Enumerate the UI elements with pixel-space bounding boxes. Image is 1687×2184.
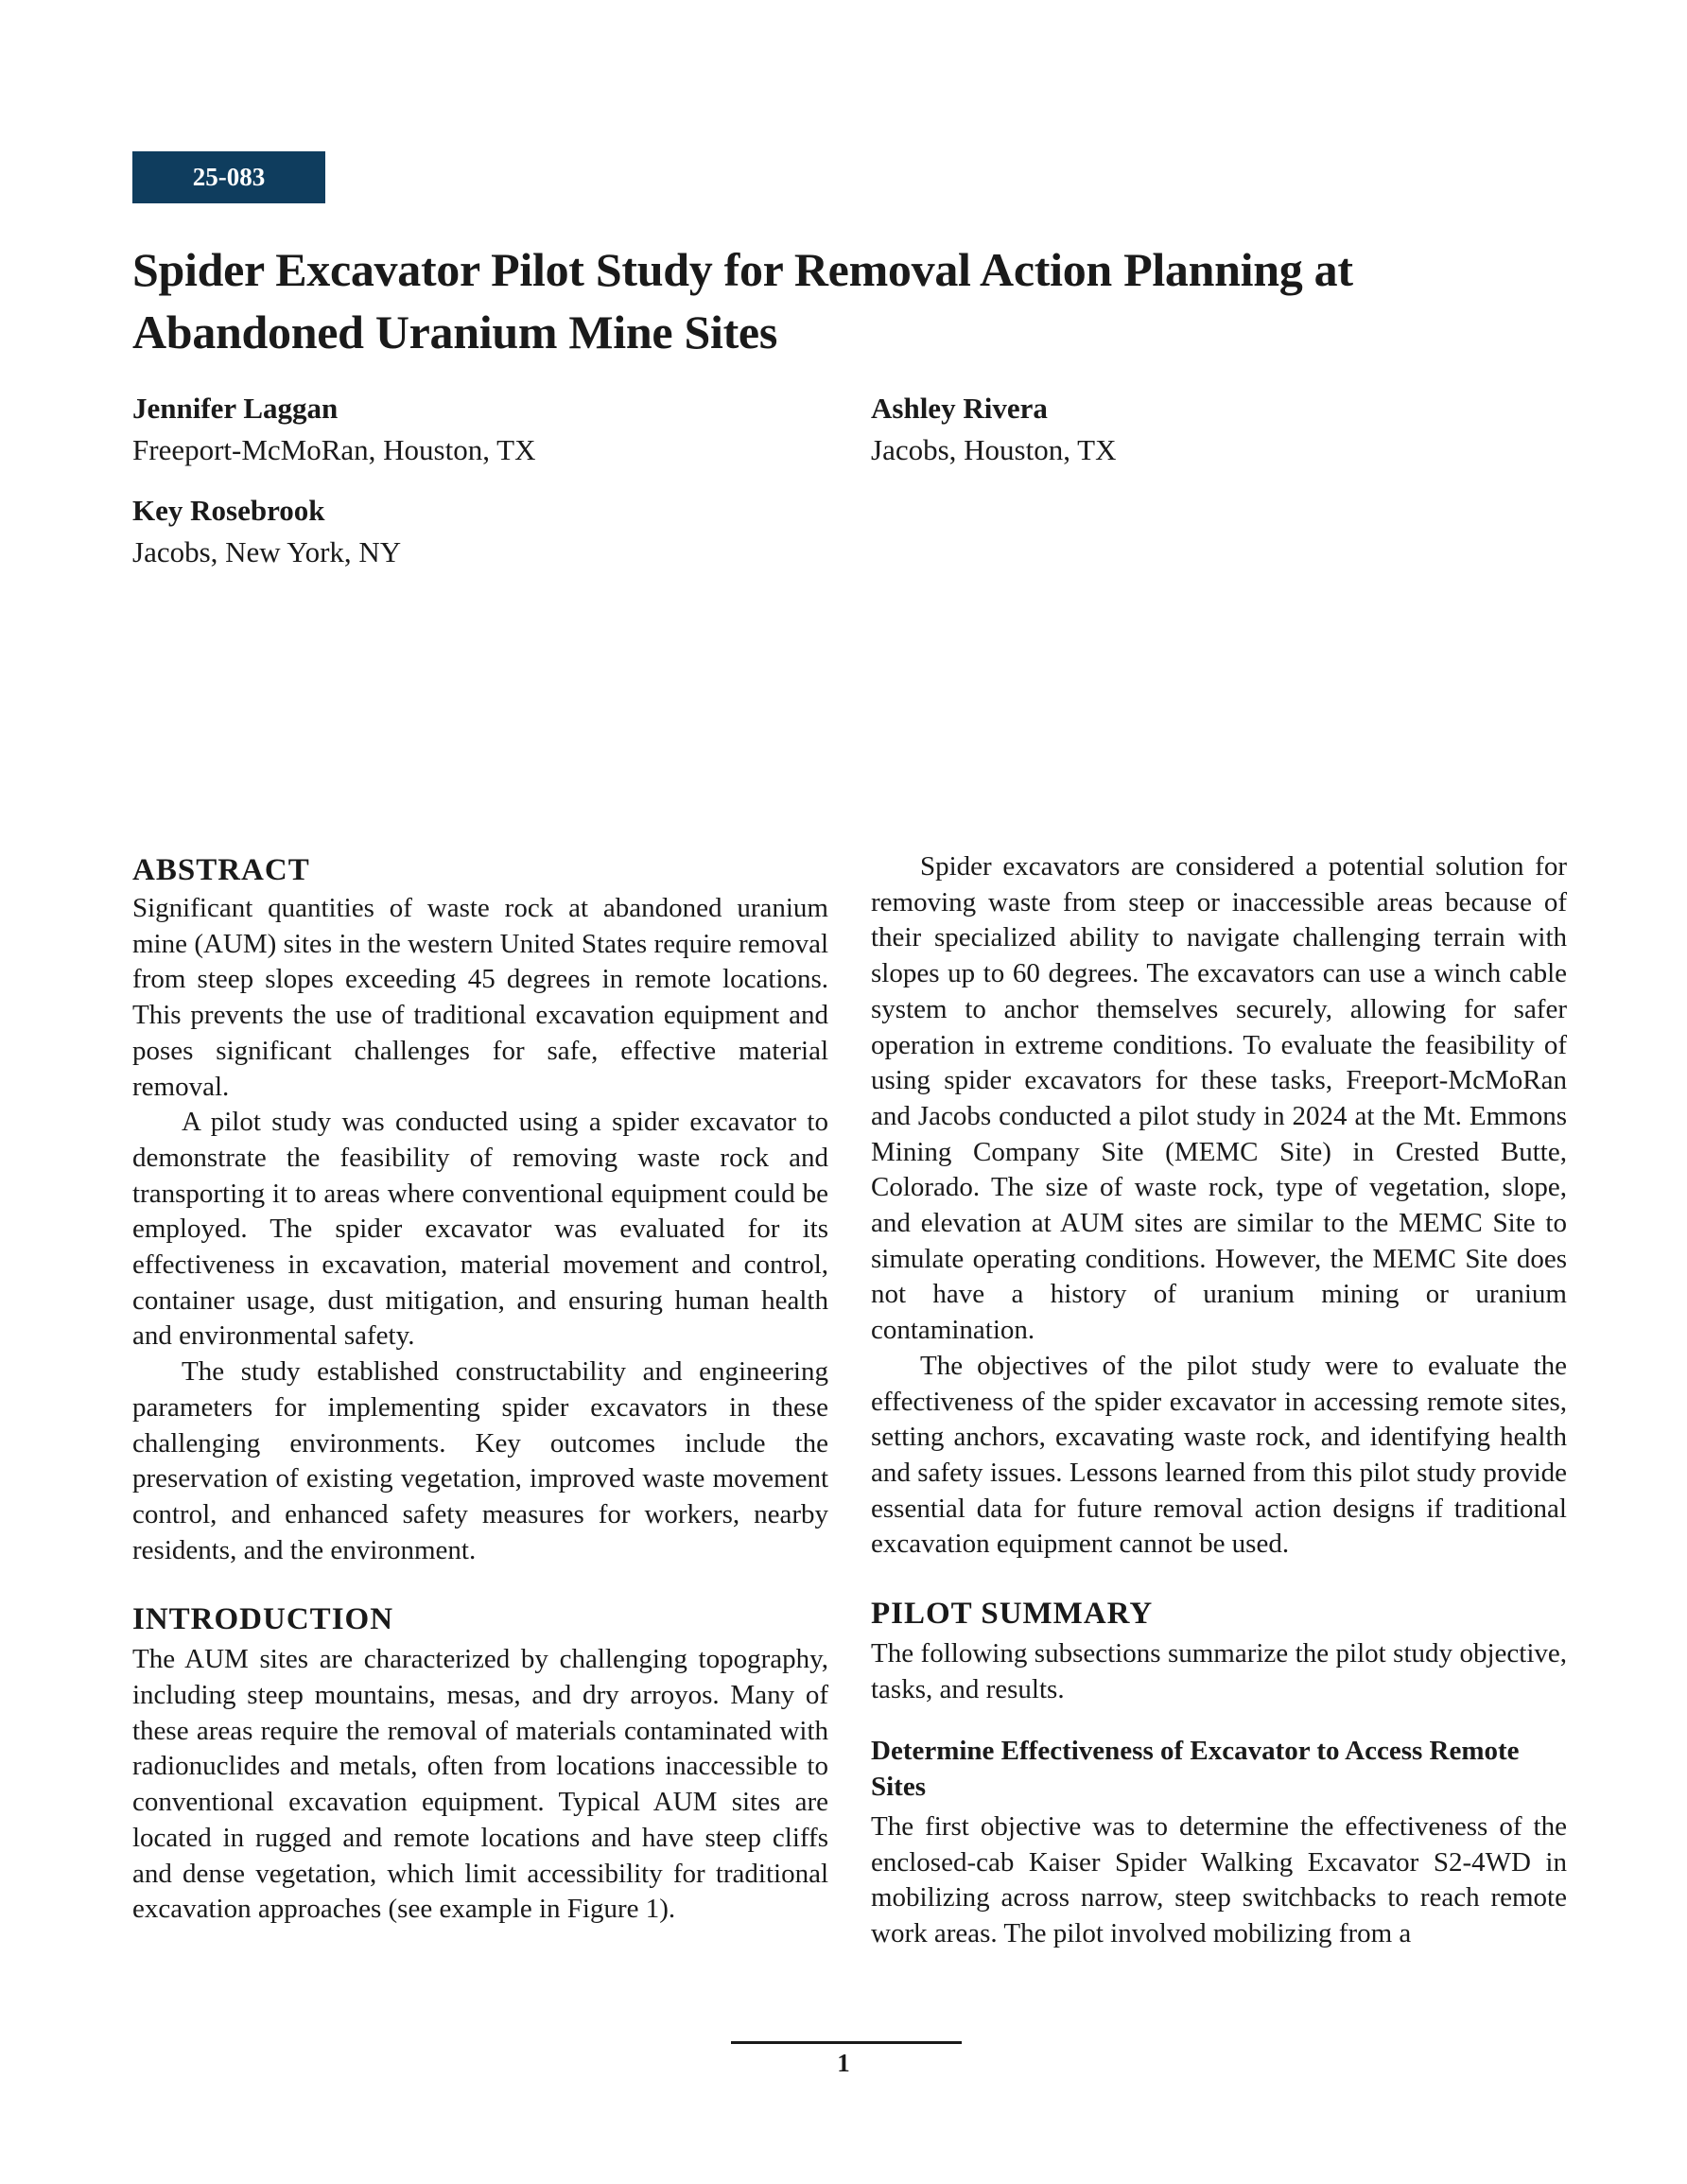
author-affiliation: Jacobs, Houston, TX: [871, 433, 1117, 466]
paper-number-badge: 25-083: [132, 151, 325, 203]
author-name: Ashley Rivera: [871, 392, 1048, 425]
author-block: [132, 490, 401, 573]
subsection-paragraph: The first objective was to determine the effectiveness of the enclosed-cab Kaiser Spider Walking Excavator S2-4WD in mobilizing across narrow, steep switchbacks to reach remote work areas. The pilot involved mobilizing from a: [871, 1810, 1567, 1948]
author-name: Key Rosebrook: [132, 494, 325, 527]
left-column: [132, 849, 828, 1928]
footer-rule: [731, 2041, 962, 2044]
author-block: [871, 388, 1116, 471]
author-affiliation: Freeport-McMoRan, Houston, TX: [132, 433, 536, 466]
introduction-paragraph: The AUM sites are characterized by challenging topography, including steep mountains, mesas, and dry arroyos. Many of these areas require the removal of materials contaminated with radionuclides and metals, often from locations inaccessible to conventional excavation equipment. Typical AUM sites are located in rugged and remote locations and have steep cliffs and dense vegetation, which limit accessibility for traditional excavation approaches (see example in Figure 1).: [132, 1644, 828, 1925]
abstract-heading: ABSTRACT: [132, 853, 310, 887]
right-column: [871, 849, 1567, 1952]
abstract-paragraph: The study established constructability and engineering parameters for implementing spider excavators in these challenging environments. Key outcomes include the preservation of existing vegetation, improved waste movement control, and enhanced safety measures for workers, nearby residents, and the environment.: [132, 1356, 828, 1565]
introduction-paragraph: Spider excavators are considered a potential solution for removing waste from steep or inaccessible areas because of their specialized ability to navigate challenging terrain with slopes up to 60 degrees. The excavators can use a winch cable system to anchor themselves securely, allowing for safer operation in extreme conditions. To evaluate the feasibility of using spider excavators for these tasks, Freeport-McMoRan and Jacobs conducted a pilot study in 2024 at the Mt. Emmons Mining Company Site (MEMC Site) in Crested Butte, Colorado. The size of waste rock, type of vegetation, slope, and elevation at AUM sites are similar to the MEMC Site to simulate operating conditions. However, the MEMC Site does not have a history of uranium mining or uranium contamination.: [871, 851, 1567, 1346]
abstract-paragraph: A pilot study was conducted using a spider excavator to demonstrate the feasibility of removing waste rock and transporting it to areas where conventional equipment could be employed. The spider excavator was evaluated for its effectiveness in excavation, material movement and control, container usage, dust mitigation, and ensuring human health and environmental safety.: [132, 1107, 828, 1352]
page-number: 1: [837, 2049, 850, 2077]
introduction-paragraph: The objectives of the pilot study were to evaluate the effectiveness of the spider excavator in accessing remote sites, setting anchors, excavating waste rock, and identifying health and safety issues. Lessons learned from this pilot study provide essential data for future removal action designs if traditional excavation equipment cannot be used.: [871, 1350, 1567, 1560]
paper-title: Spider Excavator Pilot Study for Removal Action Planning at Abandoned Uranium Mine Sites: [132, 243, 1353, 358]
subsection-heading: Determine Effectiveness of Excavator to Access Remote Sites: [871, 1736, 1520, 1803]
author-block: [132, 388, 536, 471]
introduction-heading: INTRODUCTION: [132, 1602, 394, 1637]
pilot-summary-paragraph: The following subsections summarize the pilot study objective, tasks, and results.: [871, 1638, 1567, 1704]
abstract-paragraph: Significant quantities of waste rock at abandoned uranium mine (AUM) sites in the western United States require removal from steep slopes exceeding 45 degrees in remote locations. This prevents the use of traditional excavation equipment and poses significant challenges for safe, effective material removal.: [132, 893, 828, 1102]
author-name: Jennifer Laggan: [132, 392, 339, 425]
author-affiliation: Jacobs, New York, NY: [132, 535, 402, 568]
pilot-summary-heading: PILOT SUMMARY: [871, 1597, 1154, 1632]
